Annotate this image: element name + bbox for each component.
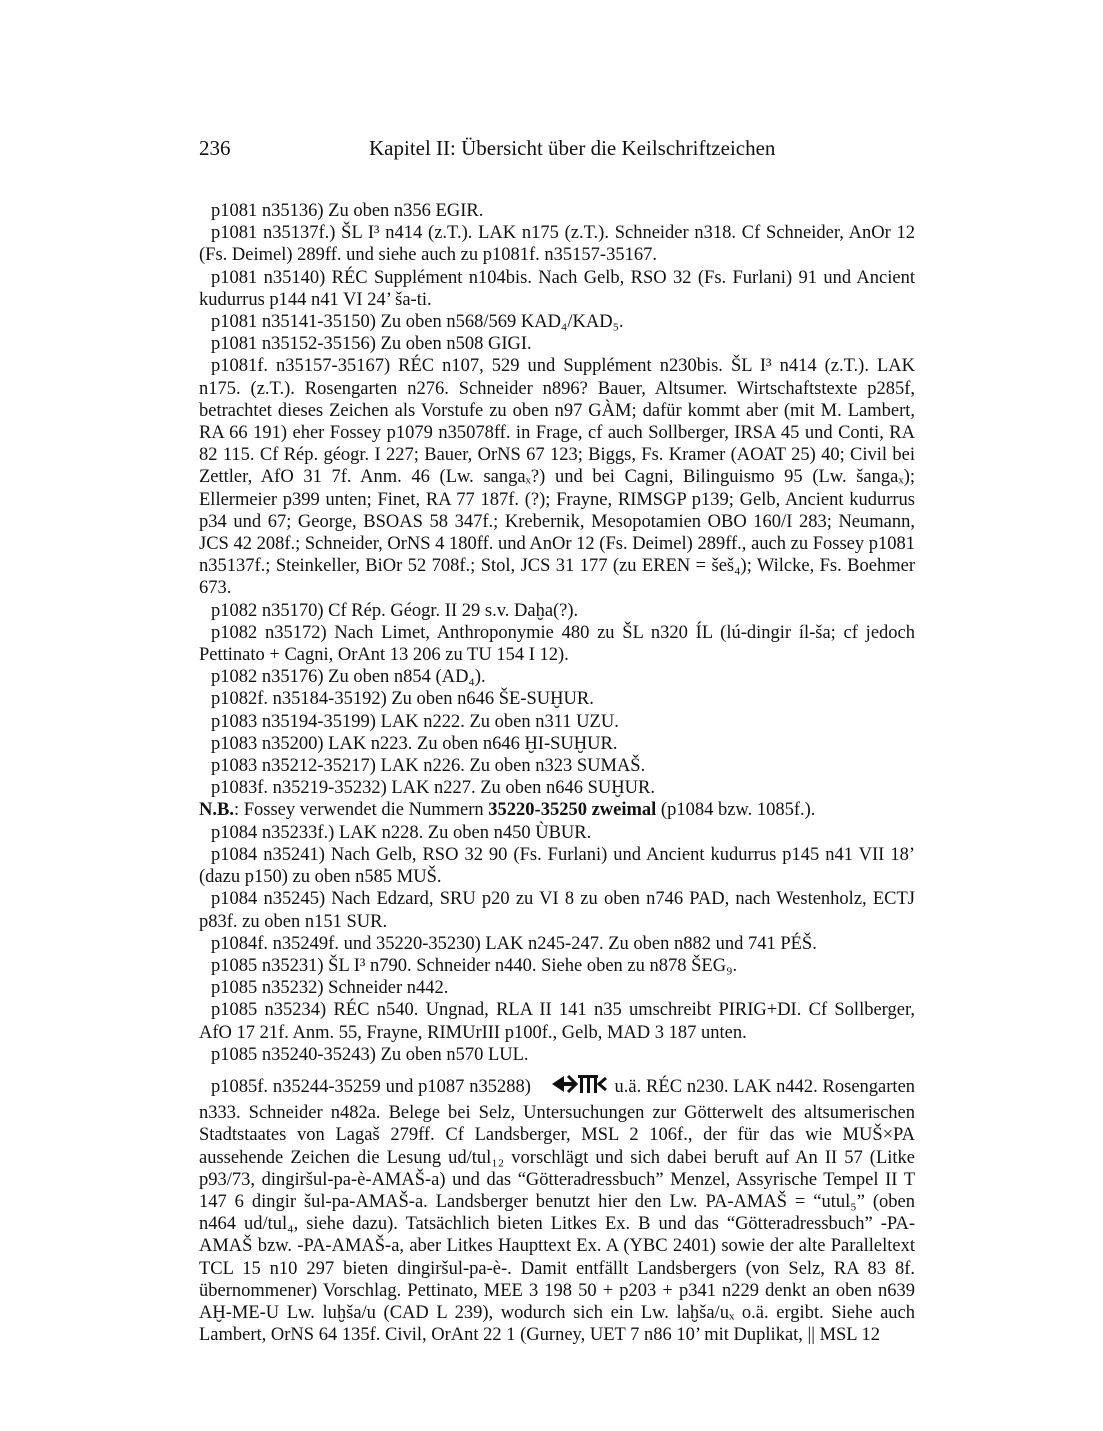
page-header — [199, 136, 915, 166]
entry: p1084 n35233f.) LAK n228. Zu oben n450 ÙBUR. — [211, 822, 592, 843]
entry: p1085 n35234) RÉC n540. Ungnad, RLA II 141 n35 umschreibt PIRIG+DI. Cf Sollberger, AfO 17 21f. Anm. 55, Frayne, RIMUrIII p100f., Gelb, MAD 3 187 unten. — [199, 1000, 915, 1043]
entry: p1083f. n35219-35232) LAK n227. Zu oben n646 SUḪUR. — [211, 778, 655, 799]
page-number: 236 — [199, 136, 231, 160]
entry: p1081f. n35157-35167) RÉC n107, 529 und Supplément n230bis. ŠL I³ n414 (z.T.). LAK n175. (z.T.). Rosengarten n276. Schneider n896? Bauer, Altsumer. Wirtschaftstexte p285f, betrachtet dieses Zeichen als Vorstufe zu oben n97 GÀM; dafür kommt aber (mit M. Lambert, RA 66 191) eher Fossey p1079 n35078ff. in Frage, cf auch Sollberger, IRSA 45 und Conti, RA 82 115. Cf Rép. géogr. I 227; Bauer, OrNS 67 123; Biggs, Fs. Kramer (AOAT 25) 40; Civil bei Zettler, AfO 31 7f. Anm. 46 (Lw. sangaₓ?) und bei Cagni, Bilinguismo 95 (Lw. šangaₓ); Ellermeier p399 unten; Finet, RA 77 187f. (?); Frayne, RIMSGP p139; Gelb, Ancient kudurrus p34 und 67; George, BSOAS 58 347f.; Krebernik, Mesopotamien OBO 160/I 283; Neumann, JCS 42 208f.; Schneider, OrNS 4 180ff. und AnOr 12 (Fs. Deimel) 289ff., auch zu Fossey p1081 n35137f.; Steinkeller, BiOr 52 708f.; Stol, JCS 31 177 (zu EREN = šeš₄); Wilcke, Fs. Boehmer 673. — [199, 356, 915, 599]
entry: p1082 n35172) Nach Limet, Anthroponymie 480 zu ŠL n320 ÍL (lú-dingir íl-ša; cf jedoch Pettinato + Cagni, OrAnt 13 206 zu TU 154 I 12). — [199, 622, 915, 666]
entry: p1084 n35245) Nach Edzard, SRU p20 zu VI 8 zu oben n746 PAD, nach Westenholz, ECTJ p83f. zu oben n151 SUR. — [199, 889, 915, 932]
entry-with-sign — [199, 1072, 915, 1346]
page-body — [199, 200, 915, 1346]
entry: p1083 n35194-35199) LAK n222. Zu oben n311 UZU. — [211, 711, 619, 732]
entry: p1083 n35212-35217) LAK n226. Zu oben n323 SUMAŠ. — [211, 756, 646, 777]
entry: p1082 n35170) Cf Rép. Géogr. II 29 s.v. Daḫa(?). — [211, 600, 579, 621]
nb-bold: 35220-35250 zweimal — [488, 800, 657, 821]
entry: p1081 n35136) Zu oben n356 EGIR. — [211, 201, 484, 221]
entry: p1085 n35232) Schneider n442. — [211, 978, 449, 999]
nb-label: N.B. — [199, 800, 234, 821]
entry: p1082 n35176) Zu oben n854 (AD₄). — [211, 667, 486, 688]
entry: p1081 n35137f.) ŠL I³ n414 (z.T.). LAK n175 (z.T.). Schneider n318. Cf Schneider, AnOr 12 (Fs. Deimel) 289ff. und siehe auch zu p1081f. n35157-35167. — [199, 223, 915, 266]
entry-before-sign: p1085f. n35244-35259 und p1087 n35288) — [211, 1076, 531, 1097]
entry: p1081 n35152-35156) Zu oben n508 GIGI. — [211, 334, 532, 355]
entry: p1084f. n35249f. und 35220-35230) LAK n245-247. Zu oben n882 und 741 PÉŠ. — [211, 933, 817, 954]
nota-bene — [199, 799, 915, 821]
nb-text: : Fossey verwendet die Nummern — [233, 800, 489, 821]
nb-after: (p1084 bzw. 1085f.). — [656, 800, 816, 821]
running-title: Kapitel II: Übersicht über die Keilschriftzeichen — [369, 136, 776, 160]
cuneiform-sign-icon — [538, 1072, 608, 1102]
entry: p1081 n35141-35150) Zu oben n568/569 KAD₄/KAD₅. — [211, 312, 624, 333]
entry: p1084 n35241) Nach Gelb, RSO 32 90 (Fs. Furlani) und Ancient kudurrus p145 n41 VII 18’ (dazu p150) zu oben n585 MUŠ. — [199, 844, 915, 888]
entry-after-sign: u.ä. RÉC n230. LAK n442. Rosengarten n333. Schneider n482a. Belege bei Selz, Untersuchungen zur Götterwelt des altsumerischen Stadtstaates von Lagaš 279ff. Cf Landsberger, MSL 2 106f., der für das wie MUŠ×PA aussehende Zeichen die Lesung ud/tul₁₂ vorschlägt und sich dabei beruft auf An II 57 (Litke p93/73, dingiršul-pa-è-AMAŠ-a) und das “Götteradressbuch” Menzel, Assyrische Tempel II T 147 6 dingir šul-pa-AMAŠ-a. Landsberger benutzt hier den Lw. PA-AMAŠ = “utul₅” (oben n464 ud/tul₄, siehe dazu). Tatsächlich bieten Litkes Ex. B und das “Götteradressbuch” -PA-AMAŠ bzw. -PA-AMAŠ-a, aber Litkes Haupttext Ex. A (YBC 2401) sowie der alte Paralleltext TCL 15 n10 297 bieten dingiršul-pa-è-. Damit entfällt Landsbergers (von Selz, RA 83 8f. übernommener) Vorschlag. Pettinato, MEE 3 198 50 + p203 + p341 n229 denkt an oben n639 AḪ-ME-U Lw. luḫša/u (CAD L 239), wodurch sich ein Lw. laḫša/uₓ o.ä. ergibt. Siehe auch Lambert, OrNS 64 135f. Civil, OrAnt 22 1 (Gurney, UET 7 n86 10’ mit Duplikat, || MSL 12 — [199, 1076, 916, 1346]
entry: p1081 n35140) RÉC Supplément n104bis. Nach Gelb, RSO 32 (Fs. Furlani) 91 und Ancient kudurrus p144 n41 VI 24’ ša-ti. — [199, 267, 915, 310]
entry: p1085 n35240-35243) Zu oben n570 LUL. — [211, 1044, 529, 1065]
entry: p1082f. n35184-35192) Zu oben n646 ŠE-SUḪUR. — [211, 689, 594, 710]
entry: p1083 n35200) LAK n223. Zu oben n646 ḪI-SUḪUR. — [211, 733, 618, 754]
entry: p1085 n35231) ŠL I³ n790. Schneider n440. Siehe oben zu n878 ŠEG₉. — [211, 955, 738, 976]
